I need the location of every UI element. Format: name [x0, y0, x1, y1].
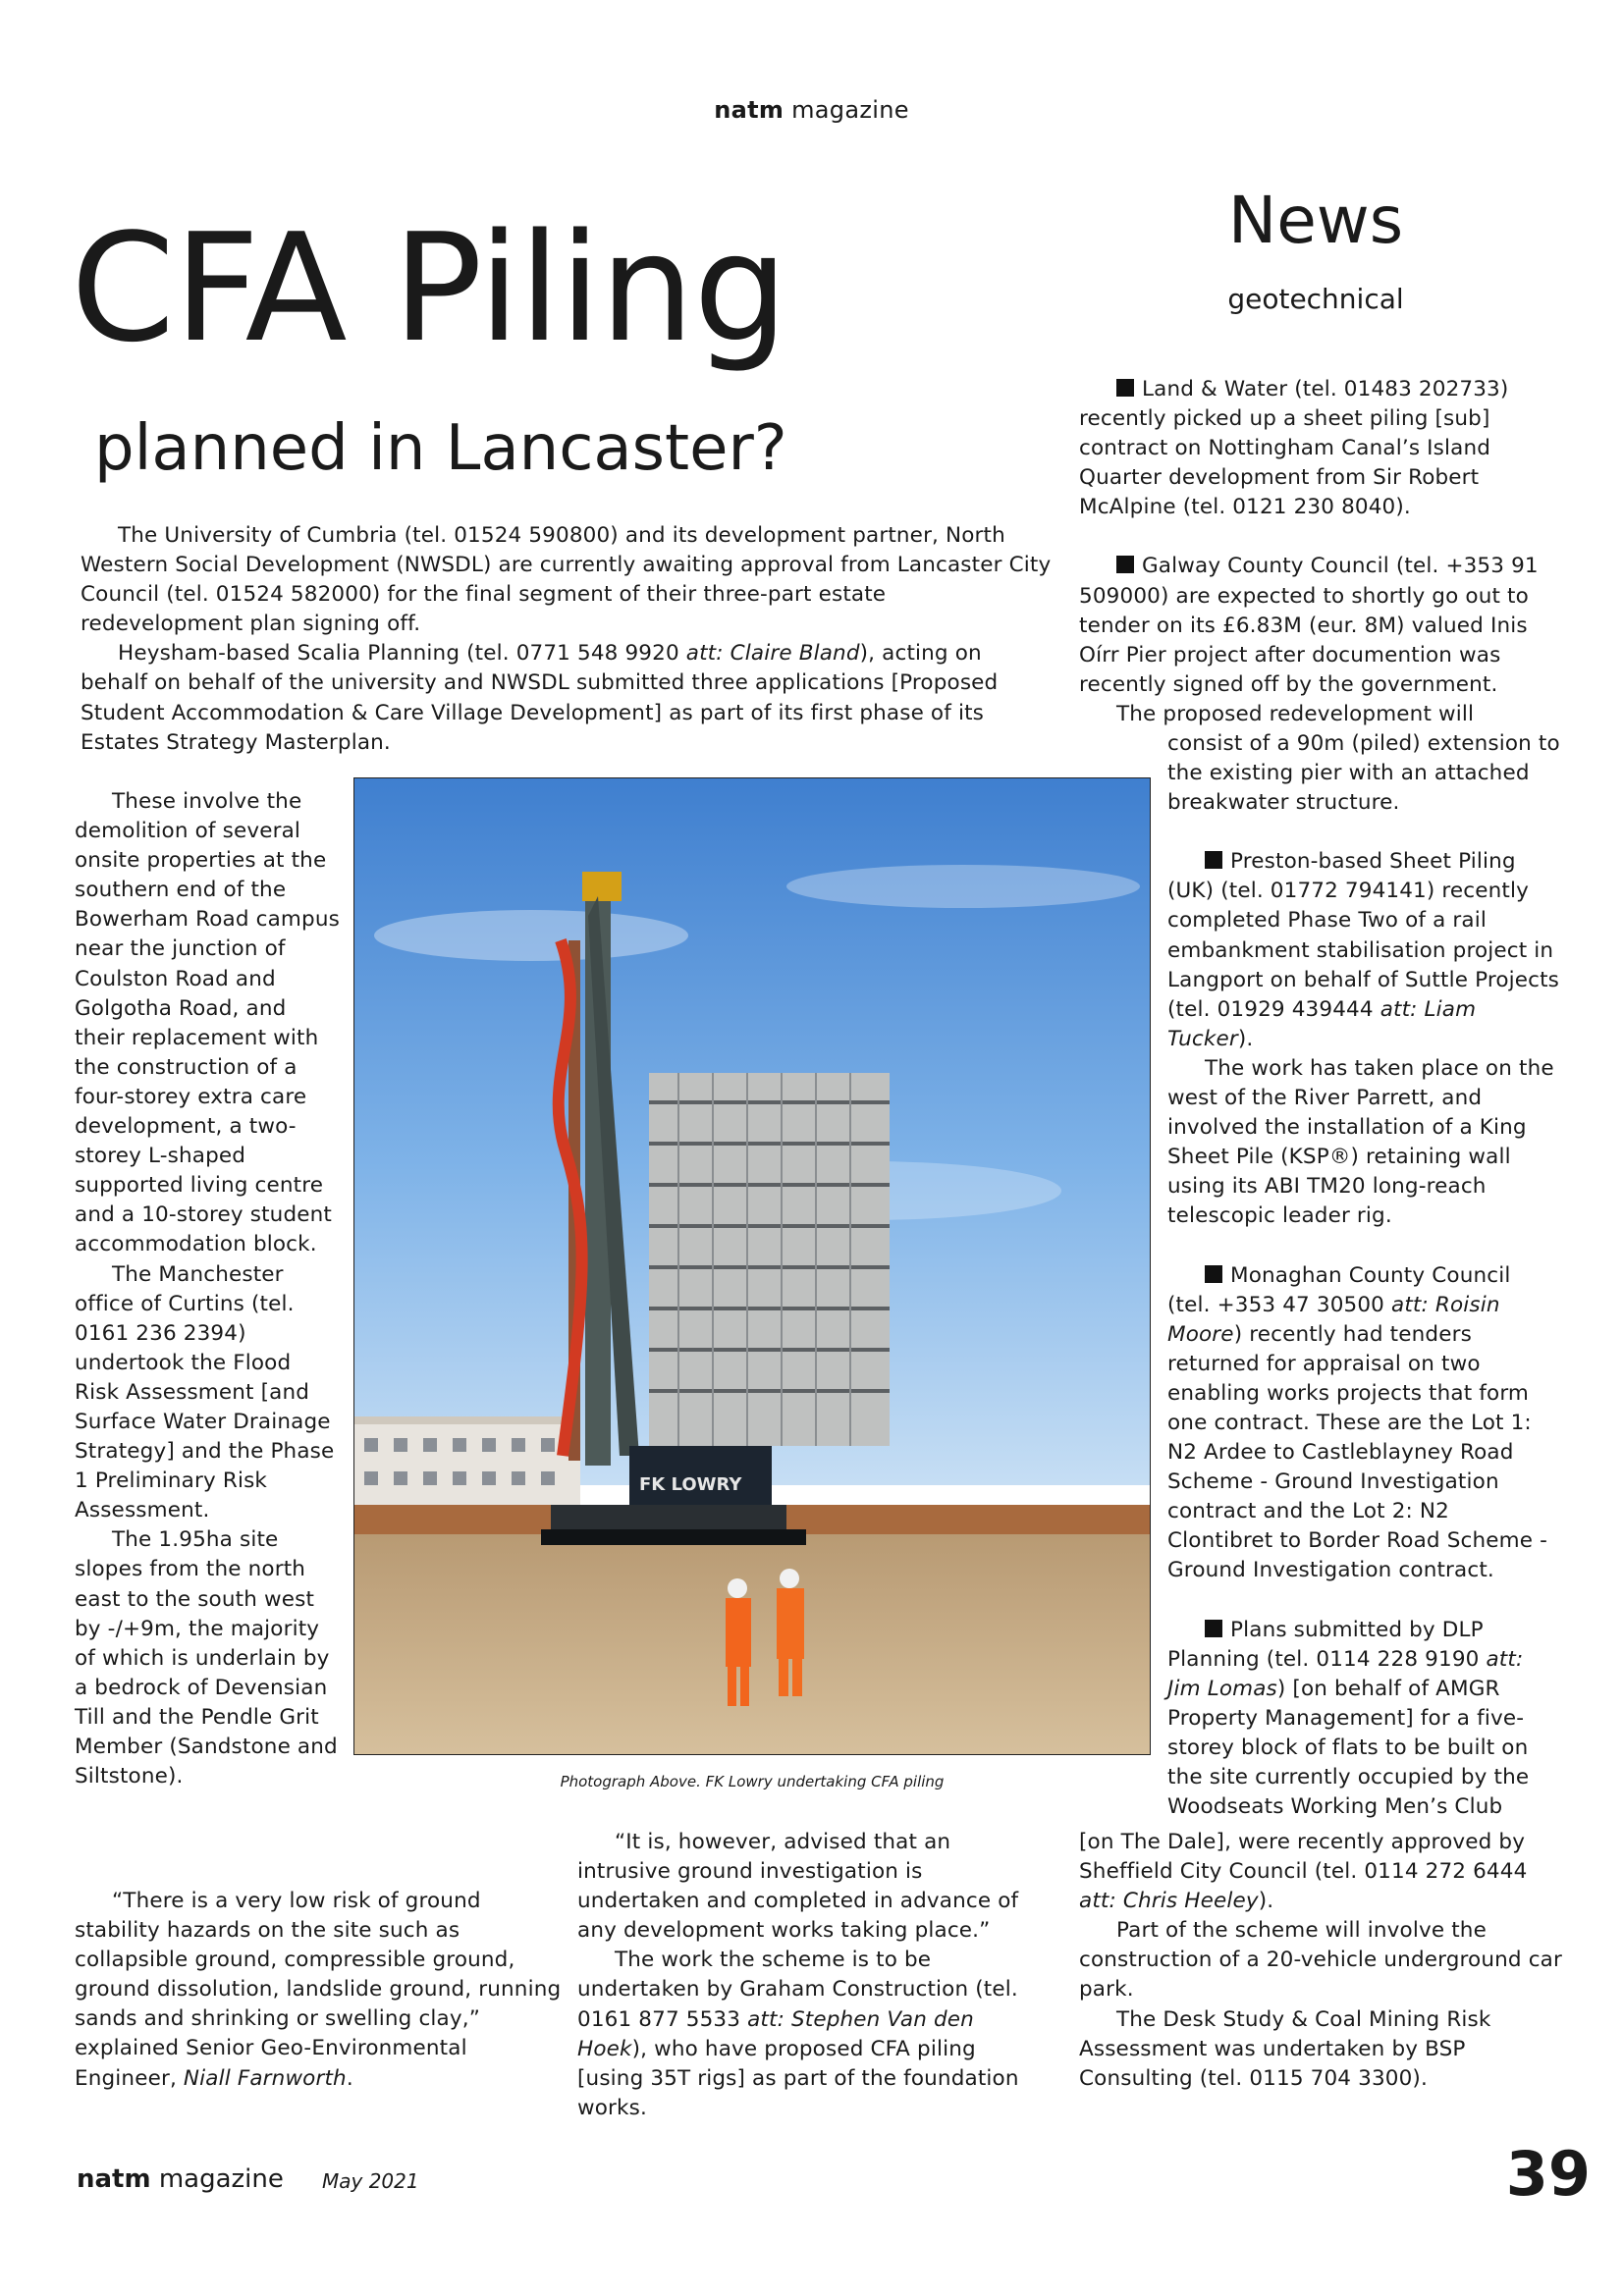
news-item-5-desk-study: The Desk Study & Coal Mining Risk Assessment was undertaken by BSP Consulting (tel. 0115 704 3300). — [1079, 2006, 1491, 2091]
lead-paragraph-2 — [81, 639, 1053, 757]
lead-text — [81, 521, 1053, 758]
news-item-5 — [1167, 1616, 1560, 1823]
news-item-4-text: Monaghan County Council (tel. +353 47 30500 — [1167, 1262, 1511, 1317]
header-brand-rest: magazine — [784, 96, 909, 124]
bullet-square-icon — [1205, 1265, 1222, 1283]
lead-p2-start: Heysham-based Scalia Planning (tel. 0771 548 9920 — [118, 641, 686, 667]
news-item-3-text: Preston-based Sheet Piling (UK) (tel. 01772 794141) recently completed Phase Two of a rail embankment stabilisation project in Langport on behalf of Suttle Projects (tel. 01929 439444 — [1167, 849, 1560, 1022]
news-item-4-end: ) recently had tenders returned for appraisal on two enabling works projects that form one contract. These are the Lot 1: N2 Ardee to Castleblayney Road Scheme - Ground Investigation contract and the Lot 2: N2 Clontibret to Border Road Scheme - Ground Investigation contract. — [1167, 1321, 1547, 1583]
col2-p2-att: att: Stephen Van den Hoek — [577, 2006, 974, 2061]
article-title: CFA Piling — [71, 201, 787, 375]
news-item-3 — [1167, 847, 1560, 1054]
footer-date: May 2021 — [322, 2169, 419, 2193]
section-title: News — [1227, 183, 1404, 258]
news-item-5c-att: att: Chris Heeley — [1079, 1889, 1259, 1914]
col1-paragraph-2: The Manchester office of Curtins (tel. 0161 236 2394) undertook the Flood Risk Assessment [and Surface Water Drainage Strategy] and the Phase 1 Preliminary Risk Assessment. — [75, 1261, 335, 1523]
col2-p2-start: The work the scheme is to be undertaken by Graham Construction (tel. 0161 877 5533 — [577, 1948, 1018, 2032]
news-item-2-text: Galway County Council (tel. +353 91 509000) are expected to shortly go out to tender on its £6.83M (eur. 8M) valued Inis Oírr Pier project after documention was recently signed off by the government. — [1079, 554, 1539, 697]
col2-paragraph-1: “It is, however, advised that an intrusive ground investigation is undertaken and completed in advance of any development works taking place.” — [577, 1830, 1019, 1944]
page-number: 39 — [1505, 2138, 1591, 2210]
news-item-5c-end: ). — [1258, 1889, 1274, 1914]
header-brand-bold: natm — [714, 96, 784, 124]
news-column-top — [1079, 375, 1570, 729]
lead-p2-end: ), acting on behalf on behalf of the university and NWSDL submitted three applications [Proposed Student Accommodation & Care Village Development] as part of its first phase of its Estates Strategy Masterplan. — [81, 641, 999, 755]
news-item-5-att: att: Jim Lomas — [1167, 1646, 1524, 1701]
bullet-square-icon — [1205, 1620, 1222, 1637]
news-item-3-att: att: Liam Tucker — [1167, 996, 1477, 1051]
col2-paragraph-2 — [577, 1946, 1049, 2123]
piling-rig-photo — [354, 778, 1151, 1755]
news-item-5c-text: [on The Dale], were recently approved by Sheffield City Council (tel. 0114 272 6444 — [1079, 1830, 1528, 1885]
rig-label: FK LOWRY — [639, 1474, 742, 1495]
news-item-5-end: ) [on behalf of AMGR Property Management] for a five-storey block of flats to be built on the site currently occupied by the Woodseats Working Men’s Club — [1167, 1676, 1530, 1820]
col1-paragraph-3: The 1.95ha site slopes from the north east to the south west by -/+9m, the majority of which is underlain by a bedrock of Devensian Till and the Pendle Grit Member (Sandstone and Siltstone). — [75, 1527, 338, 1789]
news-item-2 — [1079, 552, 1570, 699]
column-2-bottom — [577, 1828, 1049, 2123]
column-1-top — [75, 787, 340, 1791]
footer-brand — [77, 2164, 284, 2194]
bullet-square-icon — [1116, 379, 1134, 397]
news-item-5-parking: Part of the scheme will involve the construction of a 20-vehicle underground car park. — [1079, 1918, 1562, 2002]
column-1-bottom — [75, 1887, 566, 2094]
lead-paragraph-1: The University of Cumbria (tel. 01524 590800) and its development partner, North Western Social Development (NWSDL) are currently awaiting approval from Lancaster City Council (tel. 01524 582000) for the final segment of their three-part estate redevelopment plan signing off. — [81, 523, 1052, 637]
news-item-5-continued — [1079, 1828, 1570, 1916]
news-item-4-att: att: Roisin Moore — [1167, 1292, 1500, 1347]
news-item-3-continued: The work has taken place on the west of the River Parrett, and involved the installation of a King Sheet Pile (KSP®) retaining wall using its ABI TM20 long-reach telescopic leader rig. — [1167, 1055, 1554, 1229]
bullet-square-icon — [1205, 851, 1222, 869]
news-item-3-end: ). — [1237, 1026, 1254, 1051]
col1-paragraph-1: These involve the demolition of several onsite properties at the southern end of the Bowerham Road campus near the junction of Coulston Road and Golgotha Road, and their replacement with the construction of a four-storey extra care development, a two-storey L-shaped supported living centre and a 10-storey student accommodation block. — [75, 789, 340, 1257]
footer-brand-rest: magazine — [150, 2164, 284, 2194]
news-column-bottom — [1079, 1828, 1570, 2094]
news-item-5-text: Plans submitted by DLP Planning (tel. 0114 228 9190 — [1167, 1617, 1487, 1672]
lead-p2-att: att: Claire Bland — [685, 641, 860, 667]
news-item-2-continued-rest: consist of a 90m (piled) extension to the existing pier with an attached breakwater structure. — [1167, 731, 1560, 816]
col1-p4-text: “There is a very low risk of ground stability hazards on the site such as collapsible ground, compressible ground, ground dissolution, landslide ground, running sands and shrinking or swelling clay,” explained Senior Geo-Environmental Engineer, — [75, 1889, 562, 2091]
section-subtitle: geotechnical — [1227, 283, 1404, 315]
col1-p4-name: Niall Farnworth — [183, 2065, 347, 2091]
news-item-2-continued: The proposed redevelopment will — [1116, 701, 1475, 726]
col1-p4-end: . — [346, 2065, 353, 2091]
footer-brand-bold: natm — [77, 2164, 151, 2194]
article-photo — [353, 777, 1151, 1755]
news-column-indented — [1167, 729, 1560, 1822]
col2-p2-end: ), who have proposed CFA piling [using 35T rigs] as part of the foundation works. — [577, 2036, 1019, 2120]
col1-paragraph-4 — [75, 1887, 566, 2094]
bullet-square-icon — [1116, 556, 1134, 573]
article-subtitle: planned in Lancaster? — [94, 412, 787, 485]
photo-caption: Photograph Above. FK Lowry undertaking CFA piling — [560, 1773, 945, 1790]
news-item-1 — [1079, 375, 1570, 522]
running-header — [0, 96, 1623, 124]
news-item-1-text: Land & Water (tel. 01483 202733) recently picked up a sheet piling [sub] contract on Nottingham Canal’s Island Quarter development from Sir Robert McAlpine (tel. 0121 230 8040). — [1079, 377, 1509, 520]
news-item-4 — [1167, 1261, 1560, 1586]
